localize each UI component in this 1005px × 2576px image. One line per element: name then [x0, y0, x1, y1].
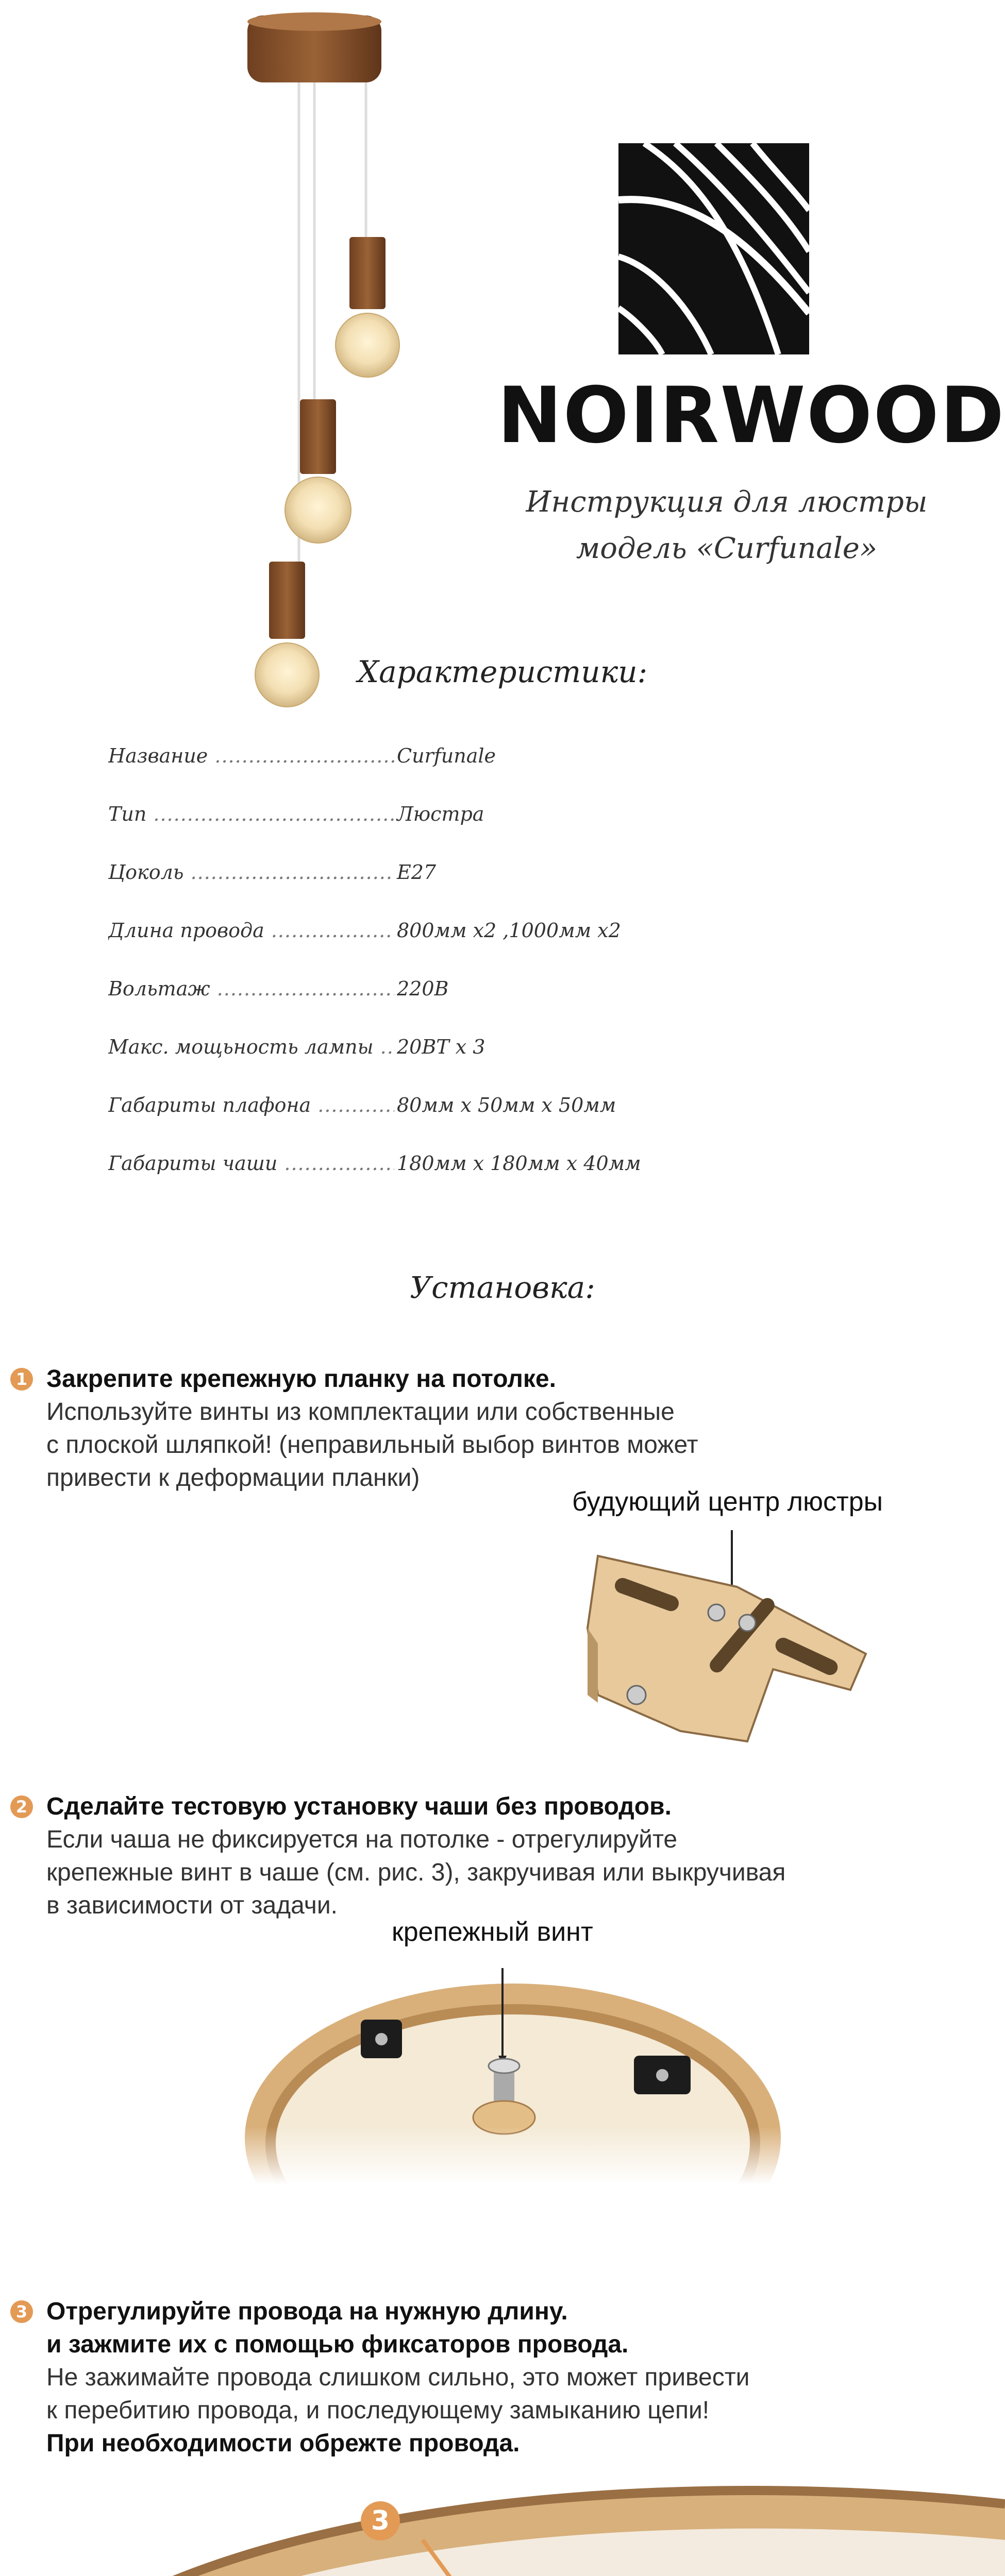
- spec-value: Люстра: [397, 803, 484, 825]
- center-caption: будующий центр люстры: [572, 1487, 883, 1517]
- step-number-badge: 2: [10, 1795, 33, 1818]
- install-title: Установка:: [410, 1270, 595, 1305]
- spec-row: [108, 919, 881, 950]
- spec-row: [108, 1152, 881, 1183]
- step-line: Не зажимайте провода слишком сильно, это может привести: [46, 2364, 750, 2391]
- step-line: привести к деформации планки): [46, 1464, 420, 1492]
- step-text: [46, 1363, 974, 1495]
- step-line: крепежные винт в чаше (см. рис. 3), закручивая или выкручивая: [46, 1859, 786, 1886]
- noirwood-logo-icon: [613, 138, 814, 360]
- step-line: и зажмите их с помощью фиксаторов провода.: [46, 2331, 629, 2358]
- spec-value: E27: [397, 861, 437, 884]
- spec-row: [108, 744, 881, 775]
- subtitle-line-1: Инструкция для люстры: [526, 485, 928, 519]
- spec-row: [108, 861, 881, 892]
- spec-value: 180мм x 180мм x 40мм: [397, 1152, 641, 1175]
- step-line: с плоской шляпкой! (неправильный выбор винтов может: [46, 1431, 698, 1459]
- spec-row: [108, 1094, 881, 1125]
- wire-fixer-illustration: [0, 2473, 1005, 2576]
- step-line: Если чаша не фиксируется на потолке - отрегулируйте: [46, 1826, 678, 1853]
- subtitle-line-2: модель «Curfunale»: [576, 532, 878, 565]
- spec-row: [108, 1036, 881, 1066]
- spec-value: 220В: [397, 977, 449, 1000]
- spec-value: 800мм x2 ,1000мм x2: [397, 919, 621, 942]
- spec-value: Curfunale: [397, 744, 496, 767]
- bowl-illustration: [242, 1953, 783, 2184]
- spec-row: [108, 803, 881, 834]
- specs-title: Характеристики:: [357, 654, 648, 689]
- step-number-badge: 3: [10, 2300, 33, 2323]
- step-line: Используйте винты из комплектации или собственные: [46, 1398, 675, 1426]
- spec-name: Название .....: [108, 744, 394, 767]
- spec-name: Вольтаж .....: [108, 977, 394, 1000]
- step-line: Закрепите крепежную планку на потолке.: [46, 1365, 556, 1393]
- step-line: в зависимости от задачи.: [46, 1892, 338, 1919]
- spec-name: Макс. мощьность лампы .....: [108, 1036, 394, 1058]
- pendant-lamp-illustration: [216, 10, 412, 711]
- step-line: Отрегулируйте провода на нужную длину.: [46, 2298, 568, 2325]
- photo-step-badge: 3: [361, 2501, 400, 2540]
- step-text: [46, 1790, 974, 1922]
- step-number-badge: 1: [10, 1368, 33, 1391]
- step-text: [46, 2295, 974, 2460]
- spec-value: 20ВТ x 3: [397, 1036, 485, 1058]
- spec-name: Габариты плафона .....: [108, 1094, 394, 1116]
- spec-value: 80мм x 50мм x 50мм: [397, 1094, 616, 1116]
- mounting-bracket-illustration: [577, 1525, 876, 1747]
- spec-name: Тип .....: [108, 803, 394, 825]
- step-line: При необходимости обрежте провода.: [46, 2430, 520, 2457]
- screw-caption: крепежный винт: [392, 1917, 593, 1947]
- step-line: к перебитию провода, и последующему замыканию цепи!: [46, 2397, 710, 2424]
- step-line: Сделайте тестовую установку чаши без проводов.: [46, 1793, 672, 1820]
- brand-wordmark: NOIRWOOD: [497, 371, 1005, 461]
- spec-name: Цоколь .....: [108, 861, 394, 884]
- document-subtitle: [521, 479, 933, 572]
- spec-name: Длина провода .....: [108, 919, 394, 942]
- spec-name: Габариты чаши .....: [108, 1152, 394, 1175]
- spec-row: [108, 977, 881, 1008]
